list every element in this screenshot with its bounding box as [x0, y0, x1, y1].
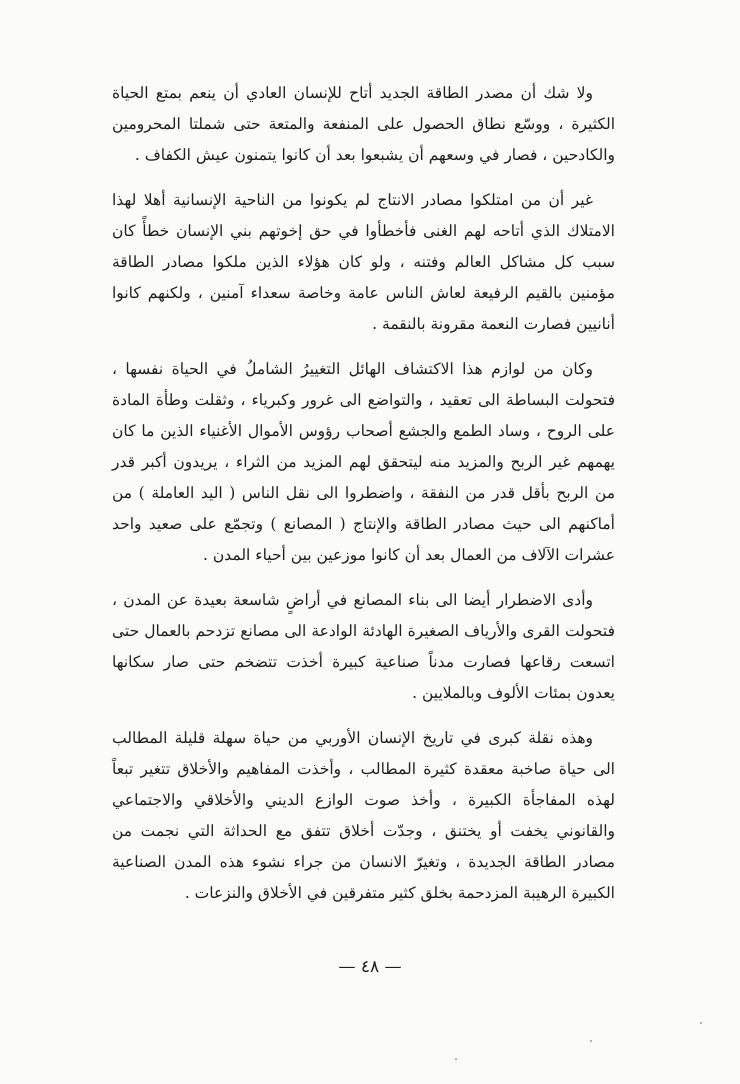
paragraph-3: وكان من لوازم هذا الاكتشاف الهائل التغييرُ الشاملُ في الحياة نفسها ، فتحولت البساطة الى تعقيد ، والتواضع الى غرور وكبرياء ، وثقلت وطأة المادة على الروح ، وساد الطمع والجشع أصحاب رؤوس الأموال الأغنياء الذين ما كان يهمهم غير الربح والمزيد منه ليتحقق لهم المزيد من الثراء ، يريدون أكبر قدر من الربح بأقل قدر من النفقة ، واضطروا الى نقل الناس ( اليد العاملة ) من أماكنهم الى حيث مصادر الطاقة والإنتاج ( المصانع ) وتجمّع على صعيد واحد عشرات الآلاف من العمال بعد أن كانوا موزعين بين أحياء المدن . — [112, 360, 615, 564]
paragraph-4: وأدى الاضطرار أيضا الى بناء المصانع في أراضٍ شاسعة بعيدة عن المدن ، فتحولت القرى والأرياف الصغيرة الهادئة الوادعة الى مصانع تزدحم بالعمال حتى اتسعت رقاعها فصارت مدناً صناعية كبيرة أخذت تتضخم حتى صار سكانها يعدون بمئات الألوف وبالملايين . — [112, 591, 615, 702]
paragraph-2: غير أن من امتلكوا مصادر الانتاج لم يكونوا من الناحية الإنسانية أهلا لهذا الامتلاك الذي أتاحه لهم الغنى فأخطأوا في حق إخوتهم بني الإنسان خطأً كان سبب كل مشاكل العالم وفتنه ، ولو كان هؤلاء الذين ملكوا مصادر الطاقة مؤمنين بالقيم الرفيعة لعاش الناس عامة وخاصة سعداء آمنين ، ولكنهم كانوا أنانيين فصارت النعمة مقرونة بالنقمة . — [112, 191, 615, 333]
scan-speck — [700, 1022, 702, 1024]
scan-speck — [590, 1040, 592, 1042]
paragraph-5: وهذه نقلة كبرى في تاريخ الإنسان الأوربي من حياة سهلة قليلة المطالب الى حياة صاخبة معقدة كثيرة المطالب ، وأخذت المفاهيم والأخلاق تتغير تبعاً لهذه المفاجأة الكبيرة ، وأخذ صوت الوازع الديني والأخلاقي والاجتماعي والقانوني يخفت أو يختنق ، وجدّت أخلاق تتفق مع الحداثة التي نجمت من مصادر الطاقة الجديدة ، وتغيرّ الانسان من جراء نشوء هذه المدن الصناعية الكبيرة الرهيبة المزدحمة بخلق كثير متفرقين في الأخلاق والنزعات . — [112, 729, 615, 902]
paragraph-1: ولا شك أن مصدر الطاقة الجديد أتاح للإنسان العادي أن ينعم بمتع الحياة الكثيرة ، ووسّع نطاق الحصول على المنفعة والمتعة حتى شملتا المحرومين والكادحين ، فصار في وسعهم أن يشبعوا بعد أن كانوا يتمنون عيش الكفاف . — [112, 84, 615, 164]
page-number: — ٤٨ — — [338, 957, 402, 977]
scan-speck — [455, 1058, 457, 1060]
